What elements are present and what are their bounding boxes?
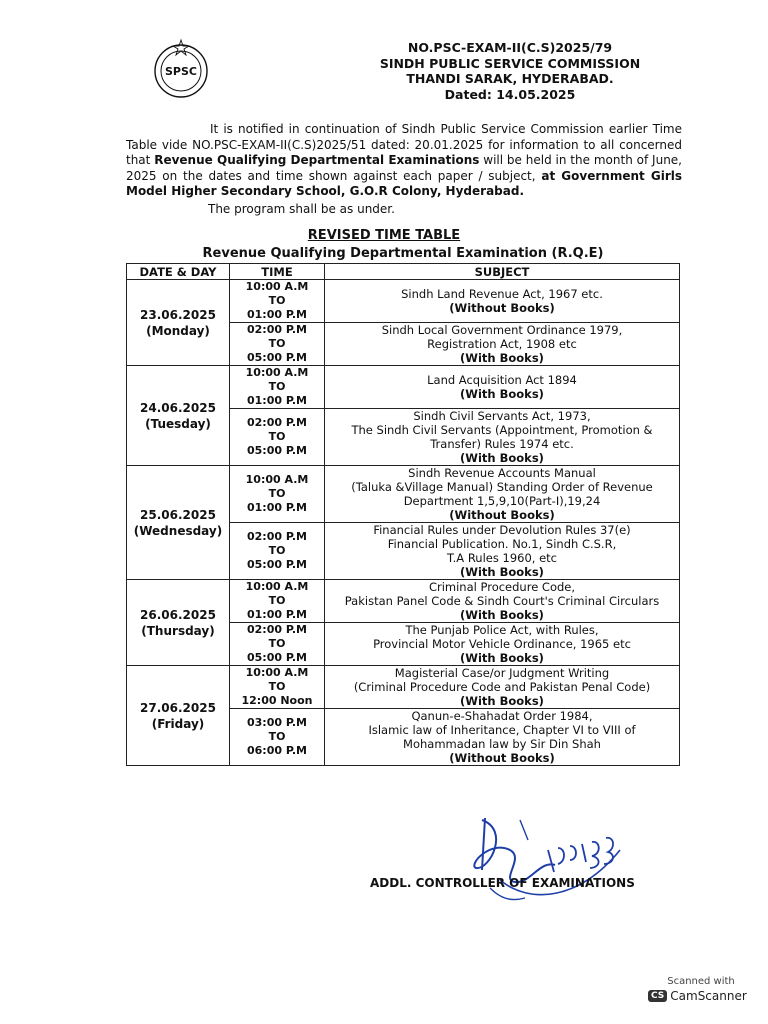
time-cell <box>230 709 325 766</box>
notice-text-2: will be held in the month of June, 2025 on the dates and time shown against each paper / subject, <box>126 153 682 183</box>
subject-line: Pakistan Panel Code & Sindh Court's Criminal Circulars <box>344 594 660 608</box>
subject-line: Transfer) Rules 1974 etc. <box>430 437 574 451</box>
subject-line: The Sindh Civil Servants (Appointment, Promotion & <box>351 423 653 437</box>
subject-cell <box>325 709 680 766</box>
exam-date: 23.06.2025 <box>140 307 216 322</box>
time-start: 02:00 P.M <box>246 416 307 429</box>
subject-line: Qanun-e-Shahadat Order 1984, <box>411 709 593 723</box>
notice-text-1: It is notified in continuation of Sindh Public Service Commission earlier Time Table vide NO.PSC-EXAM-II(C.S)2025/51 dated: 20.01.2025 for information to all concerned that <box>126 122 682 167</box>
time-start: 02:00 P.M <box>246 623 307 636</box>
time-cell <box>230 366 325 409</box>
subject-cell <box>325 623 680 666</box>
program-line: The program shall be as under. <box>208 202 395 216</box>
time-end: 01:00 P.M <box>246 608 307 621</box>
subject-cell <box>325 523 680 580</box>
exam-date: 26.06.2025 <box>140 607 216 622</box>
time-cell <box>230 466 325 523</box>
time-table <box>126 263 680 766</box>
exam-date: 24.06.2025 <box>140 400 216 415</box>
subject-cell <box>325 323 680 366</box>
time-start: 03:00 P.M <box>246 716 307 729</box>
time-to: TO <box>268 637 286 650</box>
subject-line: Sindh Land Revenue Act, 1967 etc. <box>401 287 603 301</box>
time-cell <box>230 666 325 709</box>
subject-cell <box>325 466 680 523</box>
exam-date: 27.06.2025 <box>140 700 216 715</box>
time-start: 10:00 A.M <box>245 366 309 379</box>
time-cell <box>230 523 325 580</box>
subject-line: Sindh Civil Servants Act, 1973, <box>413 409 591 423</box>
subject-line: Provincial Motor Vehicle Ordinance, 1965 etc <box>373 637 631 651</box>
camscanner-brand <box>648 989 754 1003</box>
time-start: 10:00 A.M <box>245 280 309 293</box>
subject-line: Financial Rules under Devolution Rules 37(e) <box>373 523 631 537</box>
header-date-day: DATE & DAY <box>127 264 230 280</box>
time-cell <box>230 580 325 623</box>
date-day-cell <box>127 580 230 666</box>
time-end: 01:00 P.M <box>246 308 307 321</box>
notice-bold-exam: Revenue Qualifying Departmental Examinations <box>154 153 480 167</box>
table-row <box>127 666 680 709</box>
subject-line: Financial Publication. No.1, Sindh C.S.R, <box>387 537 617 551</box>
subject-line: Magisterial Case/or Judgment Writing <box>394 666 610 680</box>
time-to: TO <box>268 594 286 607</box>
time-to: TO <box>268 730 286 743</box>
subject-line: (Criminal Procedure Code and Pakistan Penal Code) <box>353 680 651 694</box>
books-note: (Without Books) <box>449 751 555 765</box>
time-end: 01:00 P.M <box>246 394 307 407</box>
time-start: 10:00 A.M <box>245 580 309 593</box>
subject-line: Land Acquisition Act 1894 <box>427 373 577 387</box>
date-day-cell <box>127 280 230 366</box>
subject-cell <box>325 666 680 709</box>
time-end: 05:00 P.M <box>246 558 307 571</box>
time-end: 01:00 P.M <box>246 501 307 514</box>
time-end: 05:00 P.M <box>246 651 307 664</box>
notice-paragraph <box>126 122 682 200</box>
subject-line: Sindh Revenue Accounts Manual <box>408 466 596 480</box>
logo-text: SPSC <box>165 65 197 78</box>
letter-date: Dated: 14.05.2025 <box>444 86 576 102</box>
camscanner-watermark <box>648 976 754 1003</box>
spsc-seal-logo <box>150 38 212 100</box>
header-subject: SUBJECT <box>325 264 680 280</box>
books-note: (With Books) <box>460 651 544 665</box>
exam-day: (Wednesday) <box>133 523 223 538</box>
notice-bold-venue: at Government Girls Model Higher Secondary School, G.O.R Colony, Hyderabad. <box>126 168 682 198</box>
books-note: (With Books) <box>460 694 544 708</box>
time-end: 12:00 Noon <box>241 694 313 707</box>
time-cell <box>230 623 325 666</box>
subject-line: The Punjab Police Act, with Rules, <box>405 623 599 637</box>
camscanner-label: CamScanner <box>670 989 747 1003</box>
time-to: TO <box>268 380 286 393</box>
signatory-title: ADDL. CONTROLLER OF EXAMINATIONS <box>370 876 635 890</box>
reference-number: NO.PSC-EXAM-II(C.S)2025/79 <box>407 40 613 55</box>
time-to: TO <box>268 294 286 307</box>
table-row <box>127 280 680 323</box>
header-time: TIME <box>230 264 325 280</box>
subject-line: Mohammadan law by Sir Din Shah <box>403 737 601 751</box>
subject-line: Registration Act, 1908 etc <box>427 337 577 351</box>
exam-day: (Tuesday) <box>145 416 211 431</box>
time-start: 02:00 P.M <box>246 323 307 336</box>
table-row <box>127 466 680 523</box>
exam-date: 25.06.2025 <box>140 507 216 522</box>
time-end: 06:00 P.M <box>246 744 307 757</box>
organization-name: SINDH PUBLIC SERVICE COMMISSION <box>379 55 641 71</box>
books-note: (With Books) <box>460 451 544 465</box>
time-to: TO <box>268 430 286 443</box>
subject-line: Criminal Procedure Code, <box>428 580 576 594</box>
books-note: (With Books) <box>460 351 544 365</box>
exam-day: (Thursday) <box>141 623 215 638</box>
scanned-with-text: Scanned with <box>667 976 735 987</box>
subject-cell <box>325 280 680 323</box>
table-row <box>127 580 680 623</box>
books-note: (Without Books) <box>449 301 555 315</box>
time-end: 05:00 P.M <box>246 444 307 457</box>
time-table-body <box>127 280 680 766</box>
books-note: (With Books) <box>460 387 544 401</box>
time-start: 02:00 P.M <box>246 530 307 543</box>
time-to: TO <box>268 487 286 500</box>
camscanner-logo-icon: CS <box>648 990 667 1002</box>
organization-address: THANDI SARAK, HYDERABAD. <box>406 71 614 86</box>
exam-day: (Friday) <box>151 716 205 731</box>
date-day-cell <box>127 666 230 766</box>
time-to: TO <box>268 680 286 693</box>
date-day-cell <box>127 366 230 466</box>
exam-title: Revenue Qualifying Departmental Examination (R.Q.E) <box>202 246 604 261</box>
time-to: TO <box>268 337 286 350</box>
subject-line: (Taluka &Village Manual) Standing Order of Revenue <box>351 480 653 494</box>
time-end: 05:00 P.M <box>246 351 307 364</box>
handwritten-signature <box>470 810 650 910</box>
time-cell <box>230 409 325 466</box>
revised-title: REVISED TIME TABLE <box>307 228 461 243</box>
time-start: 10:00 A.M <box>245 666 309 679</box>
books-note: (With Books) <box>460 608 544 622</box>
table-row <box>127 366 680 409</box>
letter-header <box>360 40 660 102</box>
subject-cell <box>325 366 680 409</box>
subject-line: Islamic law of Inheritance, Chapter VI to VIII of <box>368 723 636 737</box>
exam-day: (Monday) <box>146 323 210 338</box>
time-to: TO <box>268 544 286 557</box>
subject-line: Sindh Local Government Ordinance 1979, <box>381 323 623 337</box>
subject-line: T.A Rules 1960, etc <box>446 551 557 565</box>
books-note: (Without Books) <box>449 508 555 522</box>
books-note: (With Books) <box>460 565 544 579</box>
time-cell <box>230 323 325 366</box>
time-cell <box>230 280 325 323</box>
subject-line: Department 1,5,9,10(Part-I),19,24 <box>403 494 601 508</box>
date-day-cell <box>127 466 230 580</box>
time-start: 10:00 A.M <box>245 473 309 486</box>
subject-cell <box>325 580 680 623</box>
subject-cell <box>325 409 680 466</box>
